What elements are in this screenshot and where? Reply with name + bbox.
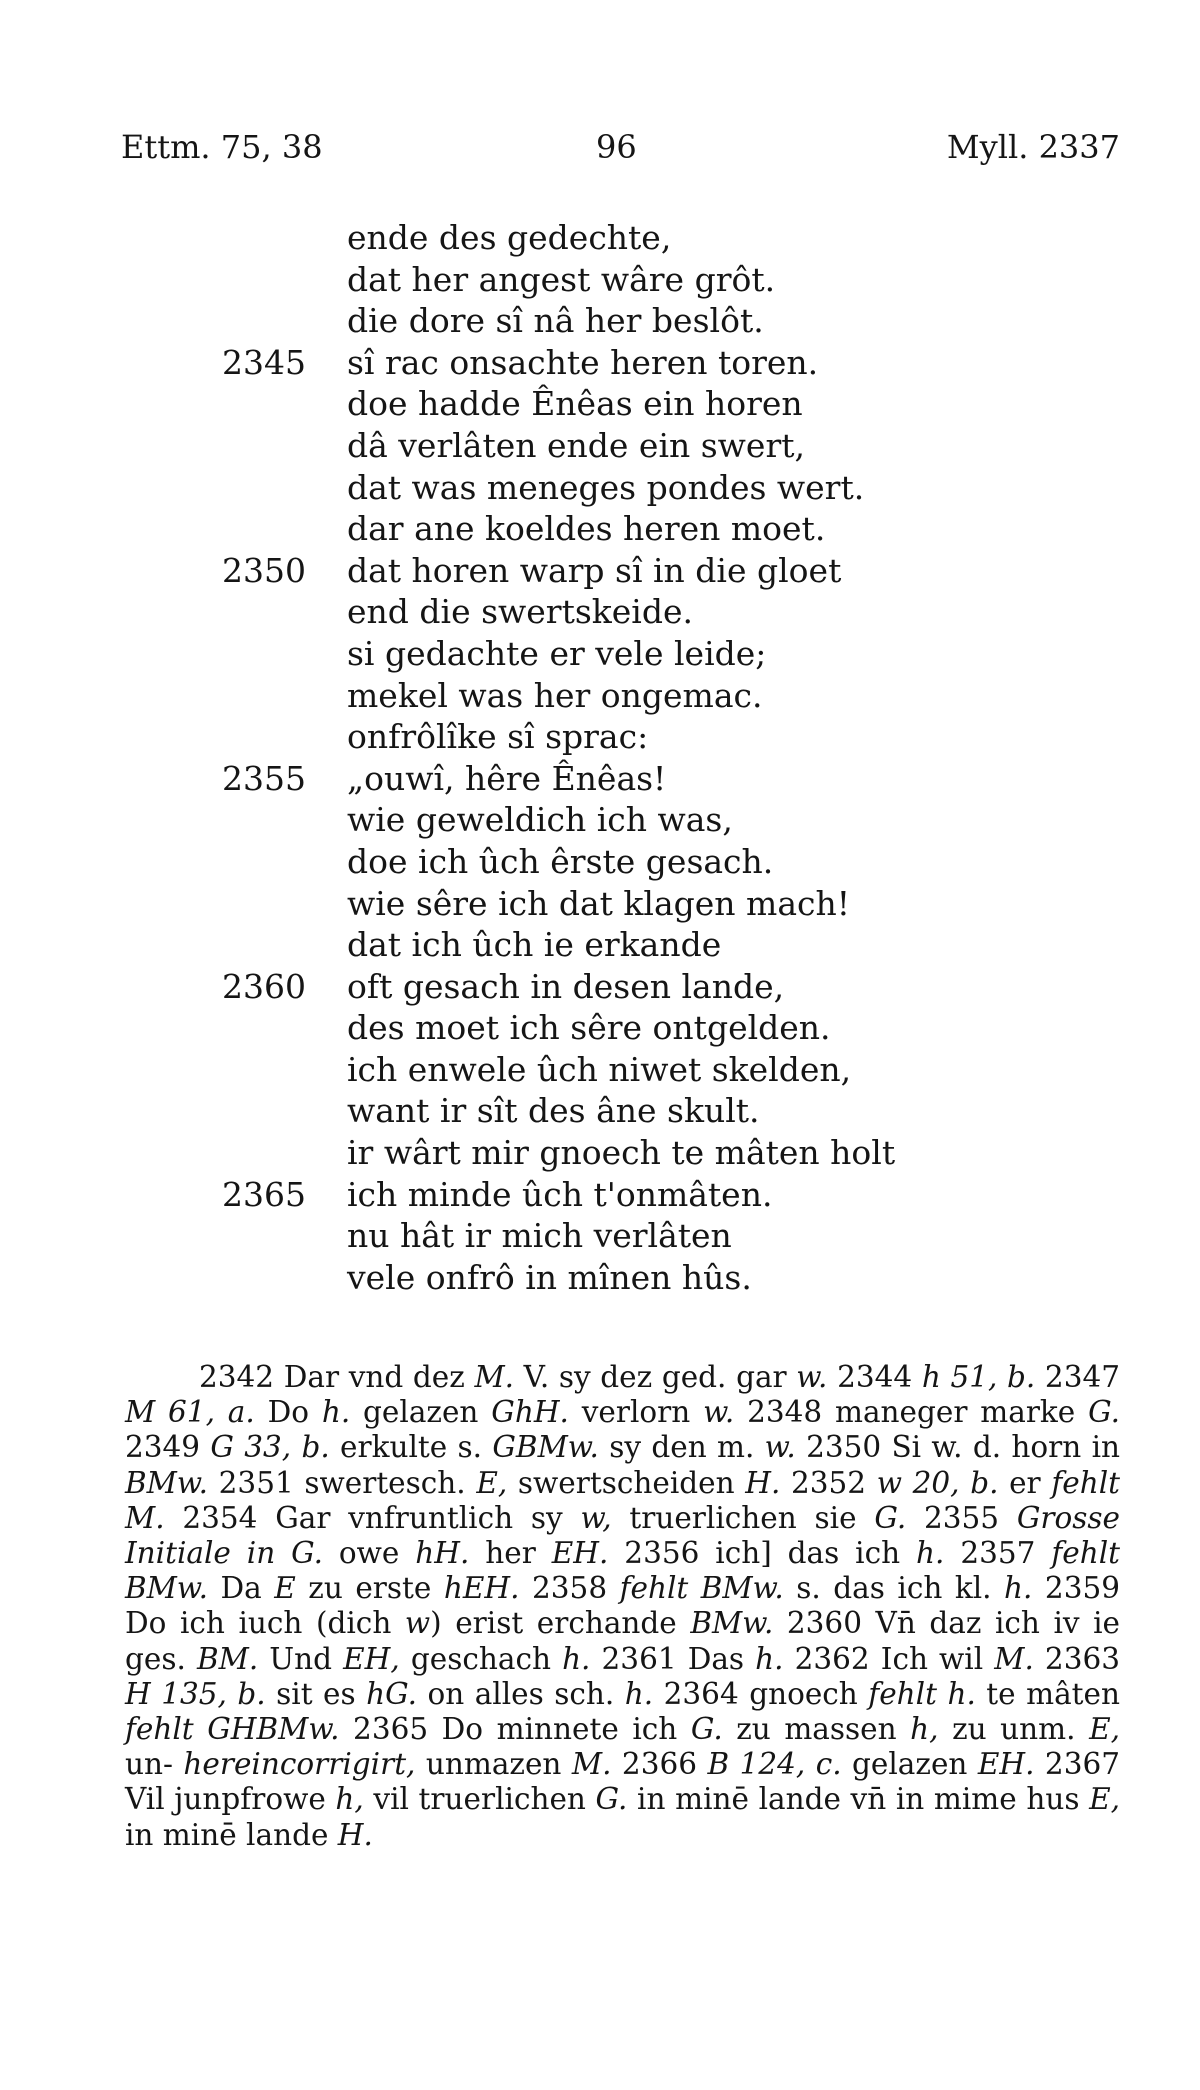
note-text: V. sy dez ged. gar [514, 1360, 797, 1394]
note-siglum: fehlt M. [125, 1465, 1120, 1535]
verse-text-line: sî rac onsachte heren toren. [347, 342, 819, 382]
verse-text-line: dâ verlâten ende ein swert, [347, 425, 805, 465]
verse-line [0, 1050, 1200, 1092]
line-number: 2345 [222, 342, 306, 382]
note-siglum: hG. [366, 1676, 417, 1711]
note-siglum: EH, [343, 1641, 400, 1676]
note-text: 2349 [125, 1430, 211, 1465]
note-text: 2354 Gar vnfruntlich sy [164, 1500, 581, 1535]
verse-text-line: die dore sî nâ her beslôt. [347, 301, 764, 341]
note-text: her [469, 1536, 552, 1571]
note-siglum: M. [474, 1360, 515, 1394]
note-text: 2348 maneger marke [734, 1395, 1089, 1430]
note-text: sit es [265, 1676, 367, 1711]
note-text: geschach [399, 1641, 563, 1676]
note-siglum: H. [745, 1465, 781, 1500]
note-siglum: E, [1089, 1712, 1120, 1747]
verse-text [0, 218, 1200, 1299]
note-text: 2356 ich] das ich [608, 1536, 917, 1571]
note-text: 2347 [1035, 1360, 1121, 1394]
verse-line [0, 301, 1200, 343]
line-number: 2360 [222, 966, 306, 1006]
verse-line [0, 218, 1200, 260]
verse-line [0, 592, 1200, 634]
note-text: s. das ich kl. [783, 1571, 1005, 1606]
note-text: in minē lande vn̄ in mime hus [627, 1782, 1090, 1817]
line-number: 2355 [222, 758, 306, 798]
verse-line [0, 1133, 1200, 1175]
verse-line [0, 426, 1200, 468]
note-siglum: h 51, b. [921, 1360, 1036, 1394]
verse-line [0, 717, 1200, 759]
header-right-reference: Myll. 2337 [946, 128, 1120, 166]
verse-text-line: dat ich ûch ie erkande [347, 925, 722, 965]
note-siglum: fehlt BMw. [125, 1536, 1120, 1606]
note-siglum: fehlt BMw. [619, 1571, 784, 1606]
verse-text-line: end die swertskeide. [347, 592, 694, 632]
running-header [121, 128, 1120, 168]
note-text: vil truerlichen [363, 1782, 596, 1817]
note-siglum: BMw. [125, 1465, 209, 1500]
note-text: 2357 [944, 1536, 1052, 1571]
verse-text-line: ich minde ûch t'onmâten. [347, 1174, 773, 1214]
verse-text-line: dat was meneges pondes wert. [347, 467, 865, 507]
note-text: Do [254, 1395, 322, 1430]
note-text: zu massen [722, 1712, 911, 1747]
note-siglum: G. [690, 1712, 723, 1747]
verse-text-line: dar ane koeldes heren moet. [347, 509, 826, 549]
note-text: un- [125, 1747, 184, 1782]
note-siglum: w. [703, 1395, 735, 1430]
note-siglum: EH. [977, 1747, 1035, 1782]
note-text: 2355 [906, 1500, 1017, 1535]
verse-line [0, 260, 1200, 302]
note-siglum: h. [321, 1395, 351, 1430]
note-siglum: w, [580, 1500, 612, 1535]
verse-line [0, 343, 1200, 385]
verse-line [0, 925, 1200, 967]
page-number: 96 [596, 128, 637, 166]
note-siglum: M. [571, 1747, 612, 1782]
note-siglum: w [404, 1606, 431, 1641]
line-number: 2350 [222, 550, 306, 590]
note-text: truerlichen sie [611, 1500, 875, 1535]
note-siglum: G. [1088, 1395, 1121, 1430]
note-siglum: GBMw. [492, 1430, 599, 1465]
verse-line [0, 1008, 1200, 1050]
note-text: gelazen [350, 1395, 492, 1430]
note-siglum: h, [910, 1712, 939, 1747]
note-text: 2362 Ich wil [783, 1641, 995, 1676]
verse-line [0, 1216, 1200, 1258]
note-siglum: G. [595, 1782, 628, 1817]
verse-text-line: wie sêre ich dat klagen mach! [347, 883, 850, 923]
note-siglum: w 20, b. [876, 1465, 999, 1500]
verse-text-line: des moet ich sêre ontgelden. [347, 1008, 831, 1048]
verse-text-line: ich enwele ûch niwet skelden, [347, 1049, 852, 1089]
note-siglum: w. [764, 1430, 796, 1465]
verse-text-line: ir wârt mir gnoech te mâten holt [347, 1133, 896, 1173]
note-siglum: H 135, b. [125, 1676, 266, 1711]
verse-line [0, 967, 1200, 1009]
note-text: Und [258, 1641, 344, 1676]
verse-text-line: doe hadde Ênêas ein horen [347, 384, 803, 424]
verse-line [0, 676, 1200, 718]
note-text: 2367 Vil junpfrowe [125, 1747, 1120, 1817]
note-text: 2359 Do ich iuch (dich [125, 1571, 1121, 1641]
note-siglum: E, [476, 1465, 508, 1500]
note-text: 2352 [780, 1465, 877, 1500]
note-text: owe [323, 1536, 416, 1571]
verse-line [0, 384, 1200, 426]
note-siglum: hH. [415, 1536, 470, 1571]
verse-text-line: vele onfrô in mînen hûs. [347, 1257, 752, 1297]
note-siglum: Grosse Initiale in G. [125, 1500, 1120, 1571]
verse-line [0, 1091, 1200, 1133]
note-text: 2358 [519, 1571, 620, 1606]
note-text: unmazen [415, 1747, 572, 1782]
note-siglum: h. [916, 1536, 945, 1571]
note-text: 2366 [611, 1747, 708, 1782]
verse-text-line: doe ich ûch êrste gesach. [347, 841, 774, 881]
line-number: 2365 [222, 1174, 306, 1214]
note-siglum: hEH. [443, 1571, 520, 1606]
note-siglum: H. [337, 1817, 373, 1852]
note-text: zu erste [295, 1571, 444, 1606]
note-text: on alles sch. [417, 1676, 625, 1711]
verse-line [0, 884, 1200, 926]
verse-text-line: want ir sît des âne skult. [347, 1091, 760, 1131]
note-siglum: w. [796, 1360, 828, 1394]
note-text: te mâten [975, 1676, 1120, 1711]
note-text: in minē lande [125, 1817, 338, 1852]
note-siglum: EH. [551, 1536, 609, 1571]
note-siglum: h. [755, 1641, 784, 1676]
note-siglum: fehlt h. [868, 1676, 976, 1711]
note-text: erkulte s. [329, 1430, 493, 1465]
note-siglum: BMw. [690, 1606, 774, 1641]
note-text: 2351 swertesch. [208, 1465, 477, 1500]
note-siglum: M 61, a. [125, 1395, 255, 1430]
header-left-reference: Ettm. 75, 38 [121, 128, 323, 166]
verse-text-line: mekel was her ongemac. [347, 675, 763, 715]
verse-line [0, 551, 1200, 593]
note-siglum: M. [994, 1641, 1034, 1676]
verse-text-line: nu hât ir mich verlâten [347, 1216, 732, 1256]
note-text: er [998, 1465, 1052, 1500]
verse-line [0, 1175, 1200, 1217]
critical-apparatus [125, 1360, 1120, 1853]
verse-text-line: onfrôlîke sî sprac: [347, 717, 649, 757]
note-text: 2344 [827, 1360, 922, 1394]
verse-text-line: ende des gedechte, [347, 218, 672, 257]
note-text: verlorn [568, 1395, 704, 1430]
note-text: 2350 Si w. d. horn in [795, 1430, 1121, 1465]
note-text: zu unm. [938, 1712, 1090, 1747]
note-text: swertscheiden [507, 1465, 746, 1500]
note-siglum: G 33, b. [210, 1430, 330, 1465]
verse-text-line: „ouwî, hêre Ênêas! [347, 758, 667, 798]
verse-text-line: dat horen warp sî in die gloet [347, 550, 842, 590]
note-text: sy den m. [598, 1430, 765, 1465]
verse-line [0, 468, 1200, 510]
verse-line [0, 634, 1200, 676]
note-siglum: hereincorrigirt, [183, 1747, 416, 1782]
note-text: 2342 Dar vnd dez [199, 1360, 475, 1394]
verse-text-line: si gedachte er vele leide; [347, 633, 767, 673]
note-siglum: h. [562, 1641, 591, 1676]
note-siglum: h. [624, 1676, 654, 1711]
verse-text-line: wie geweldich ich was, [347, 800, 733, 840]
note-text: 2364 gnoech [653, 1676, 869, 1711]
note-siglum: h, [335, 1782, 364, 1817]
note-siglum: h. [1004, 1571, 1033, 1606]
note-siglum: G. [874, 1500, 907, 1535]
note-siglum: E, [1089, 1782, 1120, 1817]
note-siglum: GhH. [491, 1395, 569, 1430]
note-siglum: BM. [196, 1641, 259, 1676]
note-siglum: B 124, c. [707, 1747, 842, 1782]
verse-line [0, 800, 1200, 842]
note-text: 2365 Do minnete ich [339, 1712, 691, 1747]
note-siglum: fehlt GHBMw. [125, 1712, 340, 1747]
note-text: gelazen [841, 1747, 978, 1782]
verse-line [0, 842, 1200, 884]
note-text: Da [208, 1571, 275, 1606]
note-text: 2361 Das [590, 1641, 756, 1676]
verse-text-line: oft gesach in desen lande, [347, 966, 785, 1006]
verse-text-line: dat her angest wâre grôt. [347, 259, 776, 299]
note-text: 2360 Vn̄ daz ich iv ie ges. [125, 1606, 1121, 1676]
verse-line [0, 759, 1200, 801]
verse-line [0, 509, 1200, 551]
note-text: 2363 [1033, 1641, 1121, 1676]
note-text: ) erist erchande [430, 1606, 691, 1641]
note-siglum: E [274, 1571, 296, 1606]
verse-line [0, 1258, 1200, 1300]
